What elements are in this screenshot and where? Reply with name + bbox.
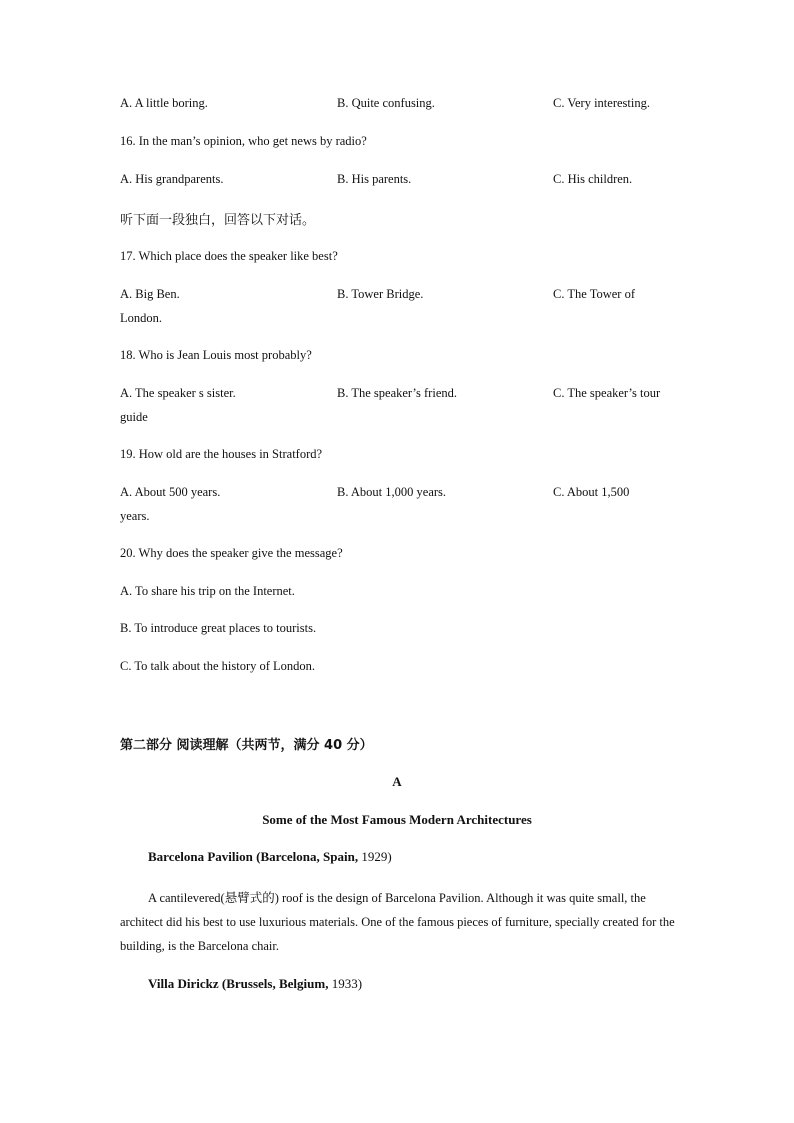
- q17-option-c: C. The Tower of: [553, 287, 635, 301]
- q15-option-a: A. A little boring.: [120, 96, 208, 110]
- q18-option-c: C. The speaker’s tour: [553, 386, 661, 400]
- item1-year: 1929): [358, 849, 392, 864]
- q17-option-c-wrap: London.: [120, 311, 163, 325]
- part2-heading: 第二部分 阅读理解（共两节，满分 40 分）: [120, 738, 373, 753]
- q20-option-a: A. To share his trip on the Internet.: [120, 584, 295, 598]
- q20-option-c: C. To talk about the history of London.: [120, 659, 316, 673]
- q16-option-a: A. His grandparents.: [120, 172, 224, 186]
- item1-place: (Barcelona, Spain,: [256, 849, 359, 864]
- q18-option-b: B. The speaker’s friend.: [337, 386, 457, 400]
- item2-name: Villa Dirickz: [148, 976, 219, 991]
- q19-question: 19. How old are the houses in Stratford?: [120, 447, 323, 461]
- q20-option-b: B. To introduce great places to tourists.: [120, 621, 317, 635]
- item1-heading: [148, 849, 392, 865]
- q19-option-a: A. About 500 years.: [120, 485, 221, 499]
- passage-title: Some of the Most Famous Modern Architectures: [262, 812, 532, 827]
- q20-question: 20. Why does the speaker give the message?: [120, 546, 343, 560]
- q18-question: 18. Who is Jean Louis most probably?: [120, 348, 312, 362]
- q19-option-c: C. About 1,500: [553, 485, 630, 499]
- item2-year: 1933): [328, 976, 363, 991]
- item2-heading: [148, 976, 362, 992]
- q18-option-a: A. The speaker s sister.: [120, 386, 236, 400]
- q17-question: 17. Which place does the speaker like best?: [120, 249, 338, 263]
- q16-question: 16. In the man’s opinion, who get news by radio?: [120, 134, 367, 148]
- q16-option-c: C. His children.: [553, 172, 633, 186]
- q15-option-b: B. Quite confusing.: [337, 96, 435, 110]
- q19-option-c-wrap: years.: [120, 509, 150, 523]
- item2-place: (Brussels, Belgium,: [221, 976, 329, 991]
- q16-option-b: B. His parents.: [337, 172, 412, 186]
- section-letter: A: [392, 774, 402, 789]
- item1-name: Barcelona Pavilion: [148, 849, 253, 864]
- q18-option-c-wrap: guide: [120, 410, 148, 424]
- item1-description: A cantilevered(悬臂式的) roof is the design of Barcelona Pavilion. Although it was quite small, the architect did his best to use luxurious materials. One of the famous pieces of furniture, specially created for the building, is the Barcelona chair.: [120, 891, 675, 953]
- q19-option-b: B. About 1,000 years.: [337, 485, 447, 499]
- q17-option-b: B. Tower Bridge.: [337, 287, 424, 301]
- q15-option-c: C. Very interesting.: [553, 96, 650, 110]
- q17-option-a: A. Big Ben.: [120, 287, 180, 301]
- listening-instruction: 听下面一段独白，回答以下对话。: [120, 213, 316, 228]
